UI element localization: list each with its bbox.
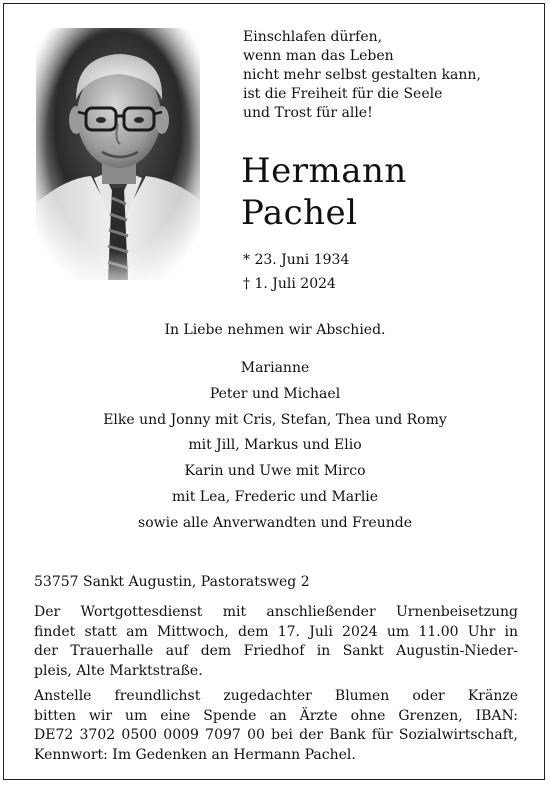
service-line: findet statt am Mittwoch, dem 17. Juli 2024 um 11.00 Uhr in xyxy=(34,623,518,640)
family-line: Elke und Jonny mit Cris, Stefan, Thea und Romy xyxy=(103,411,447,428)
portrait-photo xyxy=(36,28,200,280)
donation-paragraph xyxy=(34,687,518,765)
family-line: mit Jill, Markus und Elio xyxy=(188,437,362,454)
service-line: Der Wortgottesdienst mit anschließender Urnenbeisetzung xyxy=(34,604,518,620)
life-dates xyxy=(243,248,349,296)
family-line: sowie alle Anverwandten und Freunde xyxy=(138,514,412,531)
service-line: der Trauerhalle auf dem Friedhof in Sankt Augustin-Nieder- xyxy=(34,643,518,659)
poem-line: Einschlafen dürfen, xyxy=(243,29,383,45)
last-name: Pachel xyxy=(241,193,358,233)
first-name: Hermann xyxy=(241,151,407,191)
family-list xyxy=(0,356,550,537)
farewell-line: In Liebe nehmen wir Abschied. xyxy=(164,322,386,338)
family-line: mit Lea, Frederic und Marlie xyxy=(171,488,379,505)
service-paragraph xyxy=(34,603,518,681)
donation-line: Anstelle freundlichst zugedachter Blumen oder Kränze xyxy=(34,688,518,704)
family-address: 53757 Sankt Augustin, Pastoratsweg 2 xyxy=(34,574,310,590)
death-date: † 1. Juli 2024 xyxy=(243,276,336,292)
birth-date: * 23. Juni 1934 xyxy=(243,252,350,268)
poem-line: ist die Freiheit für die Seele xyxy=(243,86,443,102)
family-line: Peter und Michael xyxy=(209,385,341,402)
donation-line: Kennwort: Im Gedenken an Hermann Pachel. xyxy=(34,746,356,763)
poem-line: wenn man das Leben xyxy=(243,48,394,64)
donation-line: DE72 3702 0500 0009 7097 00 bei der Bank für Sozialwirtschaft, xyxy=(34,727,518,743)
service-line: pleis, Alte Marktstraße. xyxy=(34,662,203,679)
donation-line: bitten wir um eine Spende an Ärzte ohne Grenzen, IBAN: xyxy=(34,707,518,724)
family-line: Marianne xyxy=(240,360,310,376)
deceased-name xyxy=(241,150,407,234)
family-line: Karin und Uwe mit Mirco xyxy=(184,463,366,480)
poem-line: und Trost für alle! xyxy=(243,105,373,121)
poem-line: nicht mehr selbst gestalten kann, xyxy=(243,67,481,83)
poem xyxy=(243,28,543,123)
